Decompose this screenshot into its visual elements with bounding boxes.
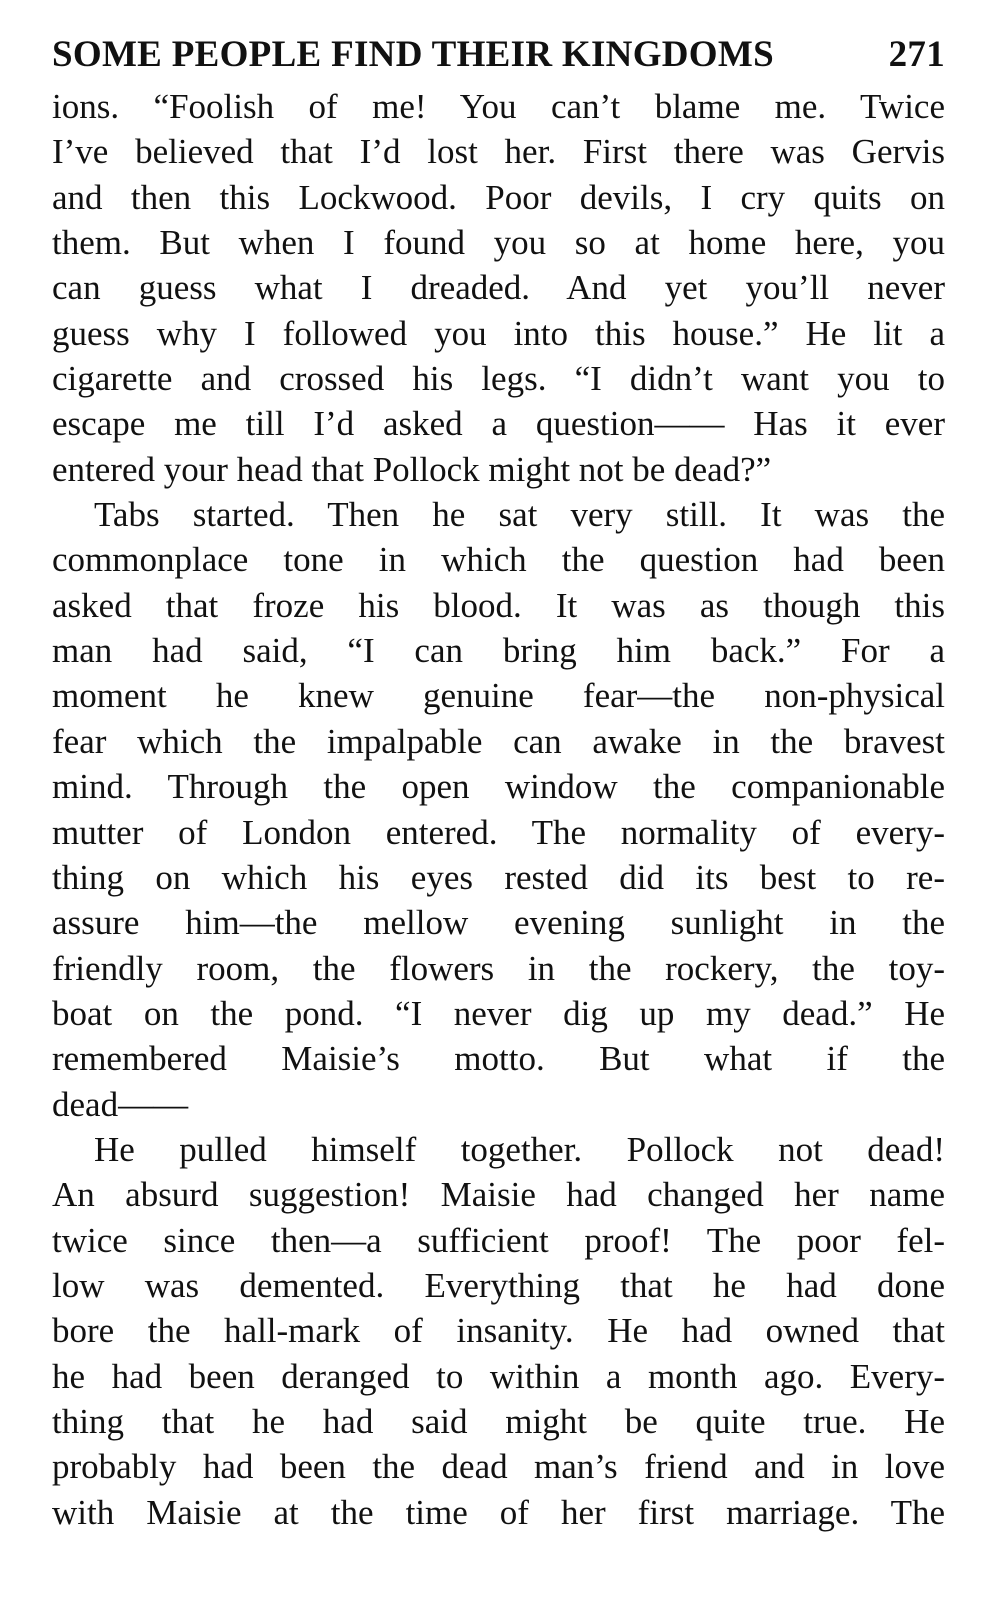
text-line: He pulled himself together. Pollock not dead! xyxy=(94,1129,945,1169)
running-head xyxy=(52,30,945,80)
text-line: I’ve believed that I’d lost her. First there was Gervis xyxy=(52,132,945,172)
text-line: friendly room, the flowers in the rockery, the toy- xyxy=(52,948,945,988)
text-line: guess why I followed you into this house.” He lit a xyxy=(52,313,945,353)
text-line: boat on the pond. “I never dig up my dead.” He xyxy=(52,993,945,1033)
text-line: mind. Through the open window the companionable xyxy=(52,767,945,807)
text-line: thing that he had said might be quite true. He xyxy=(52,1401,945,1441)
text-line: with Maisie at the time of her first marriage. The xyxy=(52,1492,945,1532)
text-line: bore the hall-mark of insanity. He had owned that xyxy=(52,1311,945,1351)
paragraph-2 xyxy=(52,492,945,1127)
text-line: mutter of London entered. The normality of every- xyxy=(52,812,945,852)
text-line: remembered Maisie’s motto. But what if the xyxy=(52,1039,945,1079)
text-line: entered your head that Pollock might not be dead?” xyxy=(52,449,772,489)
text-line: escape me till I’d asked a question—— Has it ever xyxy=(52,404,945,444)
body-text xyxy=(52,84,945,1535)
paragraph-3 xyxy=(52,1127,945,1535)
text-line: Tabs started. Then he sat very still. It was the xyxy=(94,495,945,535)
chapter-title: SOME PEOPLE FIND THEIR KINGDOMS xyxy=(52,34,774,75)
text-line: man had said, “I can bring him back.” For a xyxy=(52,631,945,671)
text-line: he had been deranged to within a month ago. Every- xyxy=(52,1356,945,1396)
text-line: moment he knew genuine fear—the non-physical xyxy=(52,676,945,716)
page-number: 271 xyxy=(888,34,945,75)
text-line: ions. “Foolish of me! You can’t blame me. Twice xyxy=(52,87,945,126)
book-page xyxy=(52,30,945,1535)
text-line: probably had been the dead man’s friend and in love xyxy=(52,1447,945,1487)
text-line: and then this Lockwood. Poor devils, I cry quits on xyxy=(52,177,945,217)
paragraph-1 xyxy=(52,84,945,492)
text-line: thing on which his eyes rested did its best to re- xyxy=(52,857,945,897)
text-line: fear which the impalpable can awake in the bravest xyxy=(52,721,945,761)
text-line: low was demented. Everything that he had done xyxy=(52,1265,945,1305)
text-line: them. But when I found you so at home here, you xyxy=(52,223,945,263)
text-line: can guess what I dreaded. And yet you’ll never xyxy=(52,268,945,308)
text-line: dead—— xyxy=(52,1084,189,1124)
text-line: An absurd suggestion! Maisie had changed her name xyxy=(52,1175,945,1215)
text-line: cigarette and crossed his legs. “I didn’t want you to xyxy=(52,359,945,399)
text-line: assure him—the mellow evening sunlight in the xyxy=(52,903,945,943)
text-line: twice since then—a sufficient proof! The poor fel- xyxy=(52,1220,945,1260)
text-line: asked that froze his blood. It was as though this xyxy=(52,585,945,625)
text-line: commonplace tone in which the question had been xyxy=(52,540,945,580)
